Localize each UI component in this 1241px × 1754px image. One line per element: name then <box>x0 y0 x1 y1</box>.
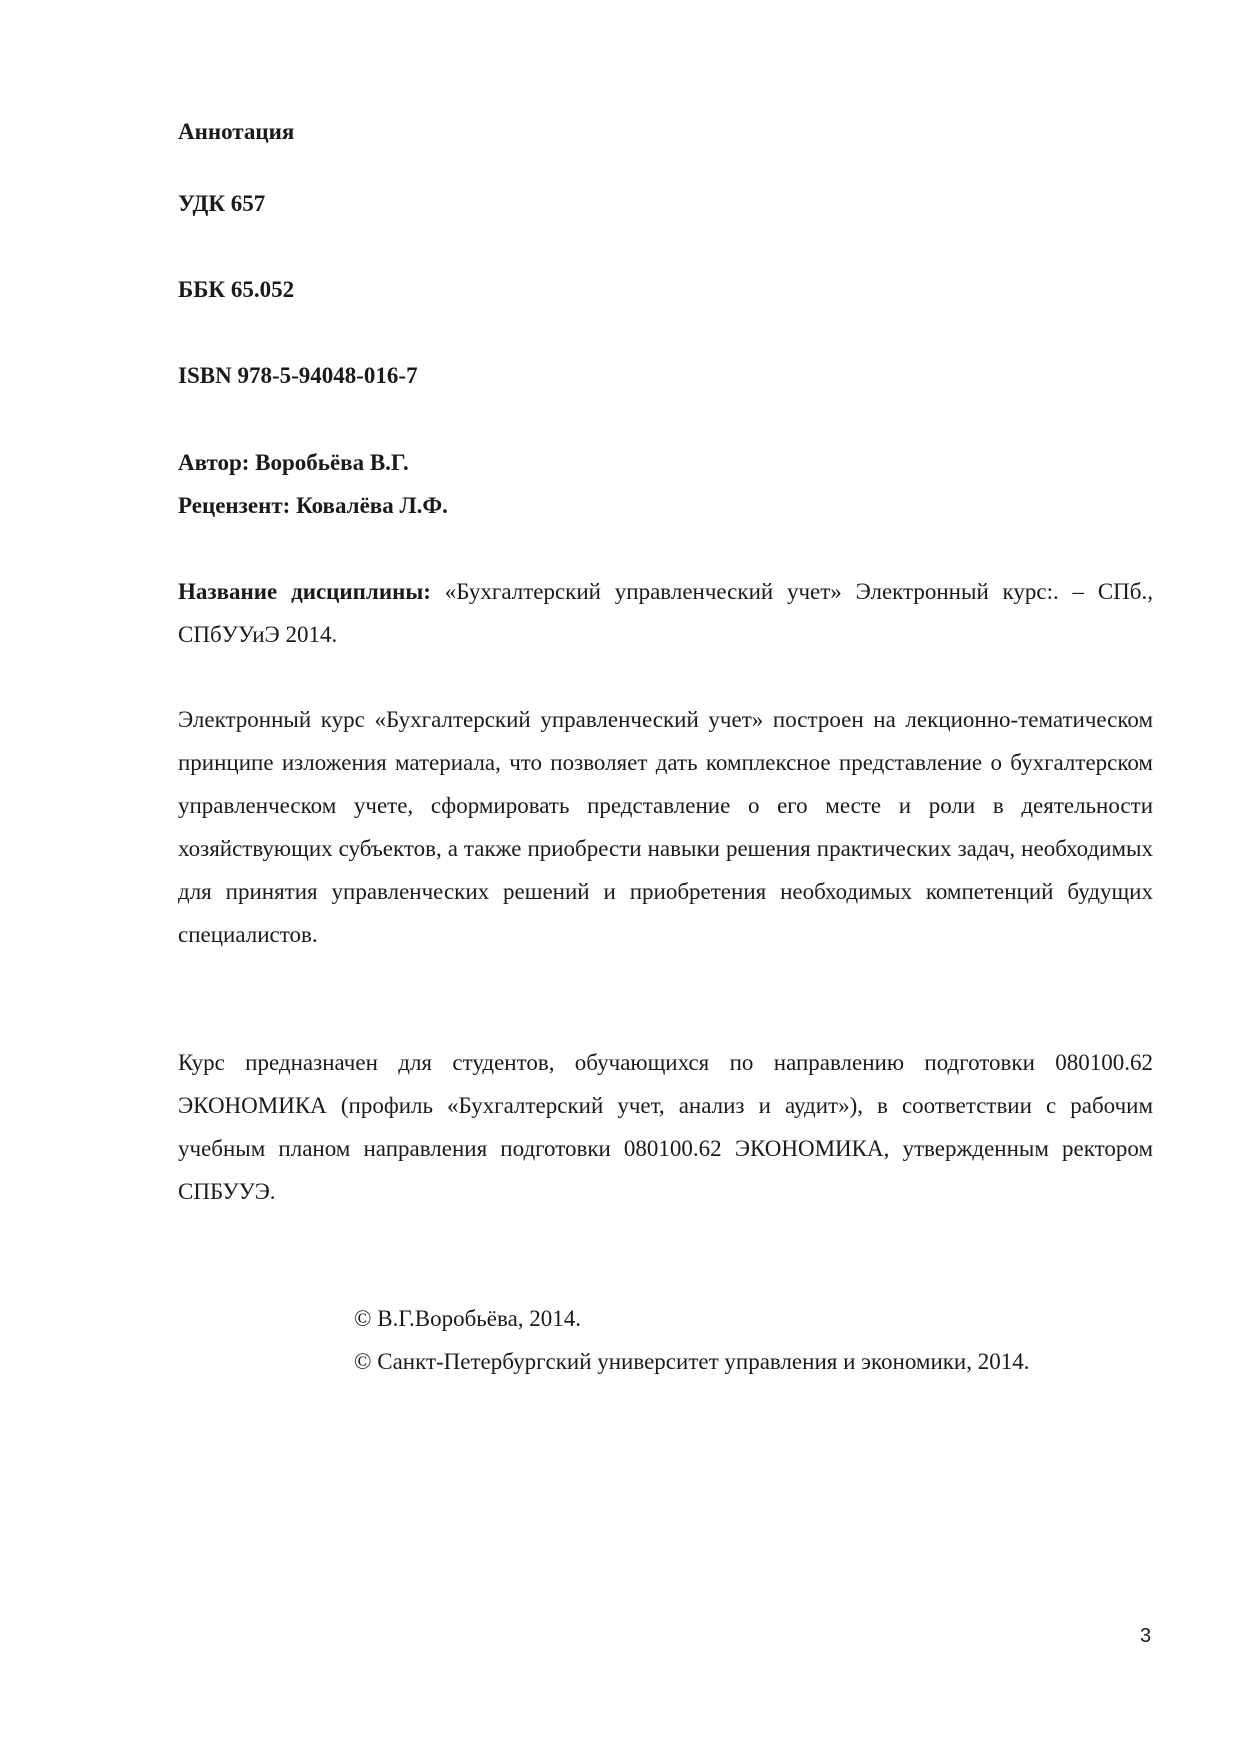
course-purpose-paragraph: Курс предназначен для студентов, обучающихся по направлению подготовки 080100.62 ЭКОНОМИКА (профиль «Бухгалтерский учет, анализ и аудит»), в соответствии с рабочим учебным планом направления подготовки 080100.62 ЭКОНОМИКА, утвержденным ректором СПБУУЭ. <box>178 1050 1153 1204</box>
discipline-text: «Бухгалтерский управленческий учет» Электронный курс:. – СПб., СПбУУиЭ 2014. <box>178 579 1153 647</box>
discipline-paragraph <box>178 570 1153 656</box>
bbk-code: ББК 65.052 <box>178 277 295 302</box>
author-line: Автор: Воробьёва В.Г. <box>178 450 409 475</box>
isbn-code: ISBN 978-5-94048-016-7 <box>178 363 418 388</box>
page-number: 3 <box>1140 1625 1152 1647</box>
discipline-label: Название дисциплины: <box>178 579 431 604</box>
course-description-paragraph: Электронный курс «Бухгалтерский управленческий учет» построен на лекционно-тематическом принципе изложения материала, что позволяет дать комплексное представление о бухгалтерском управленческом учете, сформировать представление о его месте и роли в деятельности хозяйствующих субъектов, а также приобрести навыки решения практических задач, необходимых для принятия управленческих решений и приобретения необходимых компетенций будущих специалистов. <box>178 707 1153 947</box>
udk-code: УДК 657 <box>178 191 266 216</box>
copyright-author: © В.Г.Воробьёва, 2014. <box>354 1306 582 1331</box>
copyright-university: © Санкт-Петербургский университет управления и экономики, 2014. <box>354 1349 1030 1374</box>
annotation-heading: Аннотация <box>178 119 295 144</box>
reviewer-line: Рецензент: Ковалёва Л.Ф. <box>178 493 448 518</box>
